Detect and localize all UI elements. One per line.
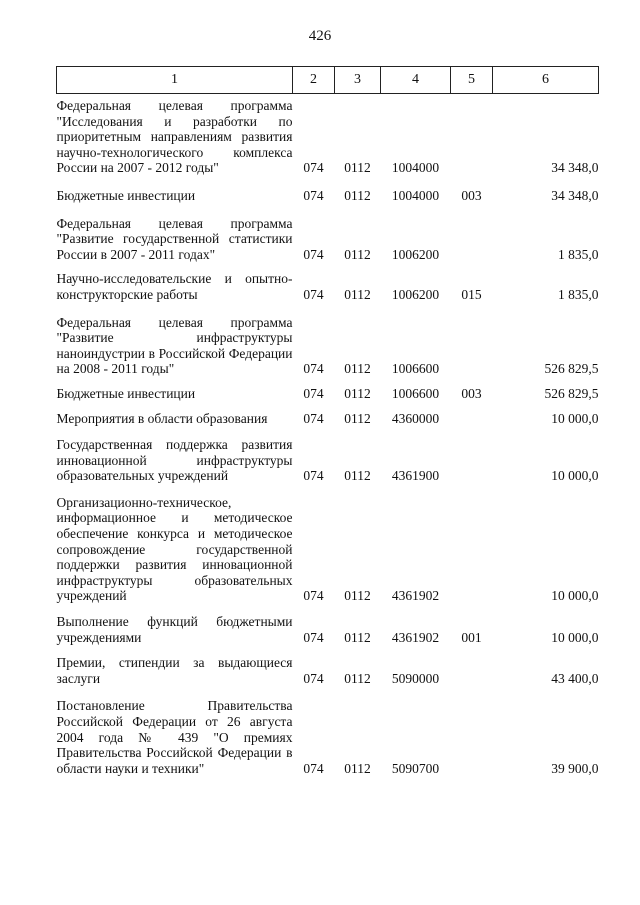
row-c4-cell: 4360000	[391, 410, 440, 426]
row-c3-cell: 0112	[344, 629, 371, 645]
row-c3-cell: 0112	[344, 246, 371, 262]
page-number: 426	[308, 28, 332, 44]
row-c2-cell: 074	[303, 246, 324, 262]
row-spacer	[57, 645, 599, 655]
row-c6-cell: 1 835,0	[558, 286, 599, 302]
table-row	[57, 98, 599, 176]
row-c3-cell: 0112	[344, 160, 371, 176]
row-c5-cell: 003	[461, 187, 482, 203]
row-c4-cell: 5090700	[391, 760, 440, 776]
table-row	[57, 437, 599, 484]
row-spacer	[57, 686, 599, 698]
row-spacer	[57, 176, 599, 188]
row-c4-cell: 1004000	[391, 160, 440, 176]
row-c2-cell: 074	[303, 385, 324, 401]
row-c4-cell: 1004000	[391, 187, 440, 203]
row-c6-cell: 34 348,0	[551, 187, 599, 203]
row-c6-cell: 10 000,0	[551, 629, 599, 645]
row-c2-cell: 074	[303, 286, 324, 302]
row-spacer	[57, 262, 599, 271]
row-c4-cell: 1006200	[391, 246, 440, 262]
table-row	[57, 614, 599, 645]
table-row	[57, 411, 599, 427]
row-c3-cell: 0112	[344, 410, 371, 426]
row-c5-cell	[451, 437, 493, 484]
row-spacer	[57, 426, 599, 437]
row-name-cell: Бюджетные инвестиции	[56, 385, 196, 401]
row-c5-cell	[451, 98, 493, 176]
row-c5-cell	[451, 655, 493, 686]
row-c3-cell: 0112	[344, 286, 371, 302]
row-c6-cell: 526 829,5	[544, 361, 599, 377]
row-c6-cell: 34 348,0	[551, 160, 599, 176]
table-row	[57, 386, 599, 402]
row-c5-cell	[451, 216, 493, 263]
row-c6-cell: 10 000,0	[551, 588, 599, 604]
row-c4-cell: 4361900	[391, 468, 440, 484]
row-c3-cell: 0112	[344, 588, 371, 604]
row-c3-cell: 0112	[344, 385, 371, 401]
header-col-6: 6	[493, 67, 599, 94]
table-row	[57, 271, 599, 302]
row-name-cell: Федеральная целевая программа "Исследования и разработки по приоритетным направлениям развития научно-технологического комплекса России на 2007 - 2012 годы"	[56, 98, 293, 176]
header-col-5: 5	[451, 67, 493, 94]
row-c5-cell	[451, 411, 493, 427]
row-name-cell: Организационно-техническое, информационное и методическое обеспечение конкурса и методическое сопровождение государственной поддержки развития инновационной инфраструктуры образовательных учреждений	[56, 494, 293, 604]
row-c3-cell: 0112	[344, 361, 371, 377]
row-c2-cell: 074	[303, 160, 324, 176]
table-row	[57, 698, 599, 776]
row-c4-cell: 4361902	[391, 588, 440, 604]
header-col-2: 2	[293, 67, 335, 94]
row-name-cell: Федеральная целевая программа "Развитие инфраструктуры наноиндустрии в Российской Федерации на 2008 - 2011 годы"	[56, 314, 293, 377]
row-c5-cell: 015	[461, 286, 482, 302]
table-row	[57, 188, 599, 204]
row-c2-cell: 074	[303, 410, 324, 426]
table-row	[57, 216, 599, 263]
header-col-4: 4	[381, 67, 451, 94]
row-name-cell: Мероприятия в области образования	[56, 410, 268, 426]
budget-table	[56, 66, 599, 776]
row-c5-cell	[451, 495, 493, 604]
row-c2-cell: 074	[303, 187, 324, 203]
row-name-cell: Выполнение функций бюджетными учреждениями	[56, 614, 293, 645]
row-c3-cell: 0112	[344, 468, 371, 484]
row-c5-cell	[451, 698, 493, 776]
row-c3-cell: 0112	[344, 760, 371, 776]
row-c2-cell: 074	[303, 361, 324, 377]
row-c4-cell: 5090000	[391, 670, 440, 686]
table-row	[57, 495, 599, 604]
row-c6-cell: 43 400,0	[551, 670, 599, 686]
row-c5-cell	[451, 315, 493, 377]
row-spacer	[57, 484, 599, 495]
row-name-cell: Федеральная целевая программа "Развитие государственной статистики России в 2007 - 2011 годах"	[56, 215, 293, 262]
row-c6-cell: 39 900,0	[551, 760, 599, 776]
row-c5-cell: 001	[461, 629, 482, 645]
row-c3-cell: 0112	[344, 187, 371, 203]
row-name-cell: Постановление Правительства Российской Федерации от 26 августа 2004 года № 439 "О премиях Правительства Российской Федерации в области науки и техники"	[56, 698, 293, 776]
row-c4-cell: 1006600	[391, 361, 440, 377]
row-name-cell: Бюджетные инвестиции	[56, 187, 196, 203]
row-spacer	[57, 204, 599, 216]
row-name-cell: Государственная поддержка развития инновационной инфраструктуры образовательных учреждений	[56, 437, 293, 484]
row-c2-cell: 074	[303, 760, 324, 776]
row-c6-cell: 1 835,0	[558, 246, 599, 262]
row-c2-cell: 074	[303, 468, 324, 484]
row-c6-cell: 526 829,5	[544, 385, 599, 401]
row-name-cell: Научно-исследовательские и опытно-конструкторские работы	[56, 271, 293, 302]
table-row	[57, 315, 599, 377]
row-c6-cell: 10 000,0	[551, 410, 599, 426]
row-c2-cell: 074	[303, 670, 324, 686]
row-spacer	[57, 303, 599, 315]
row-c2-cell: 074	[303, 588, 324, 604]
header-col-3: 3	[335, 67, 381, 94]
row-c2-cell: 074	[303, 629, 324, 645]
table-row	[57, 655, 599, 686]
row-spacer	[57, 377, 599, 386]
header-col-1: 1	[57, 67, 293, 94]
row-c4-cell: 4361902	[391, 629, 440, 645]
row-name-cell: Премии, стипендии за выдающиеся заслуги	[56, 655, 293, 686]
row-c6-cell: 10 000,0	[551, 468, 599, 484]
header-row	[57, 67, 599, 94]
row-c4-cell: 1006600	[391, 385, 440, 401]
row-c4-cell: 1006200	[391, 286, 440, 302]
row-c3-cell: 0112	[344, 670, 371, 686]
row-c5-cell: 003	[461, 385, 482, 401]
row-spacer	[57, 402, 599, 411]
row-spacer	[57, 604, 599, 614]
